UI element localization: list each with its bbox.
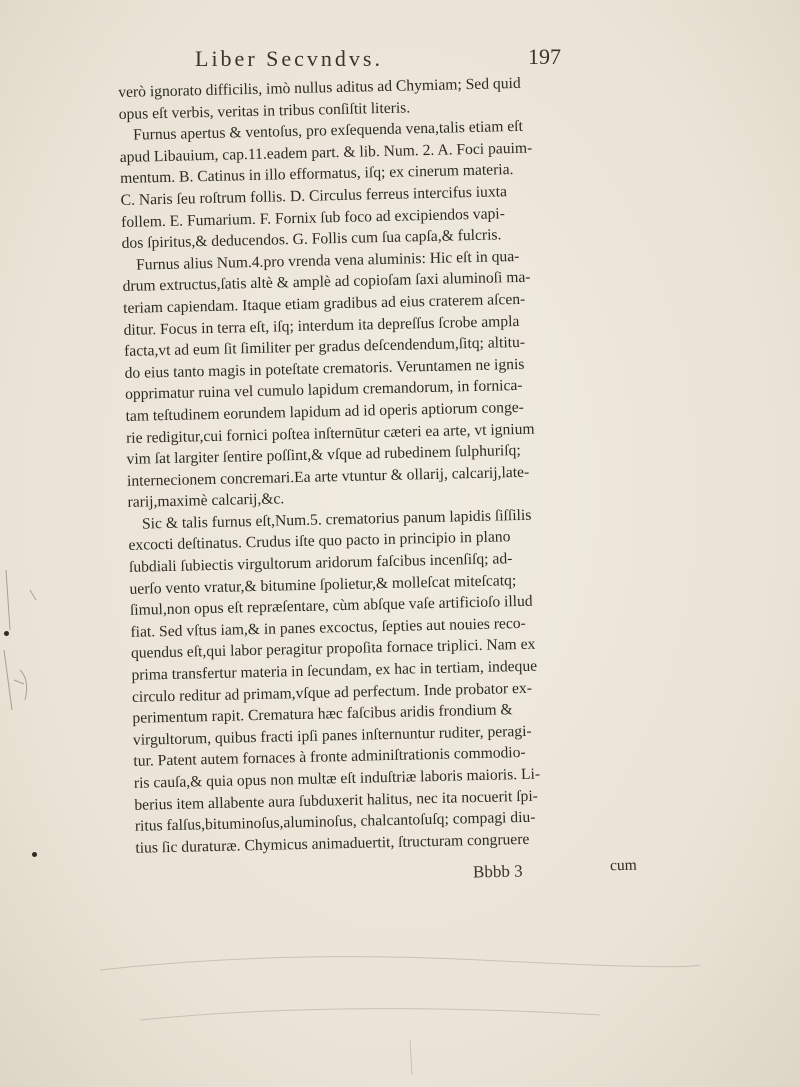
text-line: do eius tanto magis in poteſtate crematoris. Veruntamen ne ignis [124, 355, 525, 382]
text-line: ritus falſus,bituminoſus,aluminoſus, chalcantoſuſq; compagi diu- [134, 808, 536, 835]
text-line: rarij,maximè calcarij,&c. [127, 490, 285, 512]
text-line: excocti deſtinatus. Crudus iſte quo pacto in principio in plano [128, 528, 511, 555]
text-line: quendus eſt,qui labor peragitur propoſita fornace triplici. Nam ex [130, 636, 536, 663]
body-text [118, 70, 666, 859]
text-line: Furnus apertus & ventoſus, pro exſequenda vena,talis etiam eſt [133, 118, 524, 144]
text-line: internecionem concremari.Ea arte vtuntur & ollarij, calcarij,late- [126, 463, 530, 490]
text-line: dos ſpiritus,& deducendos. G. Follis cum ſua capſa,& fulcris. [121, 226, 502, 253]
ink-bleed-left [0, 560, 70, 720]
text-line: ſubdiali ſubiectis virgultorum aridorum faſcibus incenſiſq; ad- [128, 550, 513, 576]
text-line: teriam capiendam. Itaque etiam gradibus ad eius craterem aſcen- [122, 290, 526, 317]
text-line: virgultorum, quibus fracti ipſi panes inſternuntur ruditer, peragi- [132, 722, 532, 749]
paragraph [122, 243, 658, 514]
show-through-bottom [80, 930, 720, 1080]
text-line: mentum. B. Catinus in illo efformatus, iſq; ex cinerum materia. [120, 161, 514, 188]
text-line: verò ignorato difficilis, imò nullus aditus ad Chymiam; Sed quid [118, 74, 521, 101]
text-line: drum extructus,ſatis altè & amplè ad copioſam ſaxi aluminoſi ma- [122, 269, 531, 296]
text-line: tius ſic duraturæ. Chymicus animaduertit, ſtructuram congruere [135, 830, 530, 857]
text-line: tur. Patent autem fornaces à fronte adminiſtrationis commodio- [133, 744, 526, 771]
text-line: opprimatur ruina vel cumulo lapidum cremandorum, in fornica- [124, 377, 523, 404]
text-line: tam teſtudinem eorundem lapidum ad id operis aptiorum conge- [125, 398, 525, 425]
text-line: circulo reditur ad primam,vſque ad perfectum. Inde probator ex- [131, 679, 533, 706]
text-line: Furnus alius Num.4.pro vrenda vena aluminis: Hic eſt in qua- [135, 247, 520, 274]
catchword: cum [609, 856, 638, 875]
text-line: uerſo vento vratur,& bitumine ſpolietur,& molleſcat miteſcatq; [129, 571, 517, 598]
ink-spot [32, 852, 37, 857]
paragraph [119, 113, 652, 255]
text-line: perimentum rapit. Crematura hæc faſcibus aridis frondium & [132, 701, 513, 728]
paragraph [128, 502, 666, 859]
text-line: vim ſat largiter ſentire poſſint,& vſque ad rubedinem ſulphuriſq; [126, 442, 521, 468]
text-line: berius item allabente aura ſubduxerit halitus, nec ita nocuerit ſpi- [134, 787, 539, 814]
page-number: 197 [528, 44, 561, 69]
text-line: ris cauſa,& quia opus non multæ eſt induſtriæ laboris maioris. Li- [133, 765, 541, 792]
signature-mark: Bbbb 3 [472, 861, 523, 882]
text-line: opus eſt verbis, veritas in tribus conſiſtit literis. [118, 98, 411, 123]
text-line: facta,vt ad eum ſit ſimiliter per gradus deſcendendum,ſitq; altitu- [123, 333, 526, 361]
text-line: C. Naris ſeu roſtrum follis. D. Circulus ferreus intercifus iuxta [120, 183, 508, 209]
text-line: ditur. Focus in terra eſt, iſq; interdum ita depreſſus ſcrobe ampla [123, 312, 520, 339]
text-line: follem. E. Fumarium. F. Fornix ſub foco ad excipiendos vapi- [120, 204, 506, 231]
text-line: ſimul,non opus eſt repræſentare, cùm abſque vaſe artificioſo illud [129, 592, 533, 620]
ink-spot [4, 631, 9, 636]
text-line: rie redigitur,cui fornici poſtea inſternūtur cæteri ea arte, vt ignium [125, 420, 535, 447]
text-line: apud Libauium, cap.11.eadem part. & lib. Num. 2. A. Foci pauim- [119, 139, 533, 166]
text-line: Sic & talis furnus eſt,Num.5. crematorius panum lapidis ſiſſilis [141, 506, 532, 533]
page-header [0, 44, 800, 74]
text-line: fiat. Sed vſtus iam,& in panes excoctus, ſepties aut nouies reco- [130, 614, 526, 641]
running-head: Liber Secvndvs. [195, 46, 383, 71]
text-line: prima transfertur materia in ſecundam, ex hac in tertiam, indeque [131, 657, 538, 684]
